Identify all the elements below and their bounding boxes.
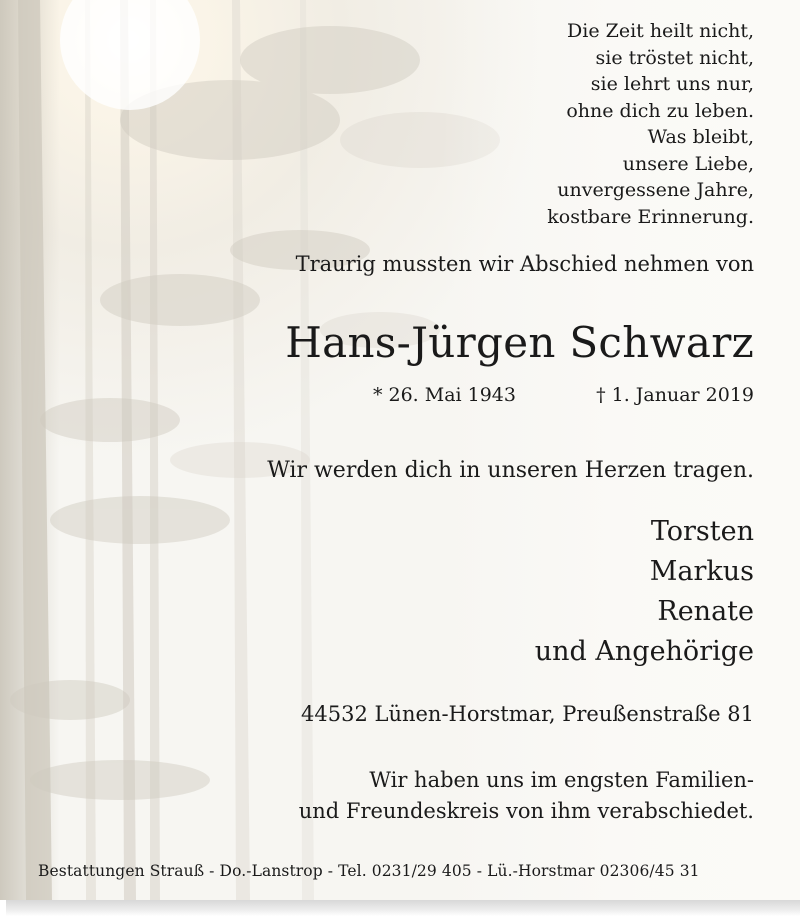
poem-line: Was bleibt, (647, 126, 754, 148)
farewell-note (299, 765, 754, 827)
birth-date: * 26. Mai 1943 (372, 384, 516, 406)
deceased-name: Hans-Jürgen Schwarz (285, 318, 754, 367)
poem-line: sie tröstet nicht, (595, 46, 754, 69)
poem-line: unvergessene Jahre, (557, 179, 754, 201)
poem-line: sie lehrt uns nur, (590, 73, 754, 95)
card-shadow-bottom (6, 900, 800, 916)
poem-line: unsere Liebe, (622, 152, 754, 175)
poem (547, 18, 754, 230)
poem-line: Die Zeit heilt nicht, (567, 20, 754, 42)
farewell-line: und Freundeskreis von ihm verabschiedet. (298, 799, 754, 823)
intro-text: Traurig mussten wir Abschied nehmen von (295, 252, 754, 276)
mourner-name: Renate (657, 596, 754, 627)
farewell-line: Wir haben uns im engsten Familien- (369, 768, 754, 792)
mourner-name: und Angehörige (534, 636, 754, 667)
poem-line: ohne dich zu leben. (566, 99, 754, 122)
mourner-name: Markus (649, 556, 754, 587)
heart-line: Wir werden dich in unseren Herzen tragen. (267, 458, 754, 483)
address: 44532 Lünen-Horstmar, Preußenstraße 81 (301, 702, 754, 726)
poem-line: kostbare Erinnerung. (547, 205, 754, 228)
death-date: † 1. Januar 2019 (596, 384, 754, 406)
funeral-home-footer: Bestattungen Strauß - Do.-Lanstrop - Tel. 0231/29 405 - Lü.-Horstmar 02306/45 31 (38, 862, 700, 880)
mourners-list (535, 512, 754, 672)
mourner-name: Torsten (650, 516, 754, 547)
